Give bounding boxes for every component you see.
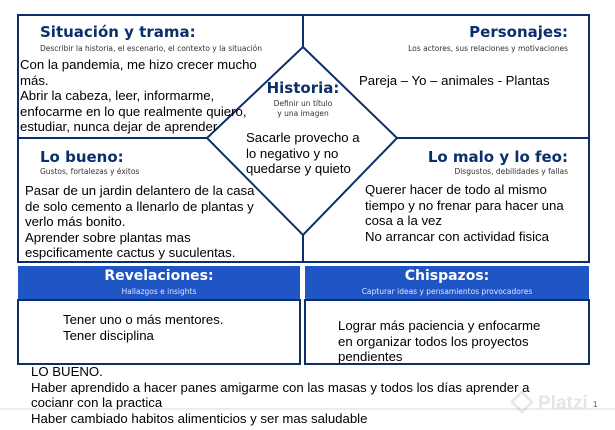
personajes-subtitle: Los actores, sus relaciones y motivaciones [408, 44, 568, 53]
malo-subtitle: Disgustos, debilidades y fallas [454, 167, 568, 176]
historia-text: Sacarle provecho a lo negativo y no quedarse y quieto [246, 130, 360, 176]
page-number: 1 [593, 400, 598, 409]
personajes-title: Personajes: [469, 23, 568, 41]
historia-subtitle-1: Definir un título [273, 99, 333, 108]
bueno-subtitle: Gustos, fortalezas y éxitos [40, 167, 140, 176]
chispazos-text: Lograr más paciencia y enfocarme en organizar todos los proyectos pendientes [338, 318, 541, 364]
malo-text: Querer hacer de todo al mismo tiempo y no frenar para hacer una cosa a la vez No arrancar con actividad fisica [365, 182, 564, 244]
revelaciones-title: Revelaciones: [104, 268, 214, 284]
historia-subtitle-2: y una imagen [277, 109, 329, 118]
revelaciones-subtitle: Hallazgos e insights [121, 287, 197, 296]
platzi-watermark: Platzi [538, 393, 588, 414]
personajes-text: Pareja – Yo – animales - Plantas [359, 73, 550, 88]
bueno-text: Pasar de un jardin delantero de la casa de solo cemento a llenarlo de plantas y verlo más bonito. Aprender sobre plantas mas espcificamente cactus y suculentas. [25, 183, 255, 260]
chispazos-subtitle: Capturar ideas y pensamientos provocadores [361, 287, 533, 296]
situacion-text: Con la pandemia, me hizo crecer mucho más. Abrir la cabeza, leer, informarme, enfocarme en lo que realmente quiero, estudiar, nunca dejar de aprender [20, 57, 257, 134]
malo-title: Lo malo y lo feo: [427, 148, 568, 166]
historia-title: Historia: [266, 79, 340, 97]
situacion-title: Situación y trama: [40, 23, 196, 41]
footer-text: LO BUENO. Haber aprendido a hacer panes amigarme con las masas y todos los días aprender a cocianr con la practica Haber cambiado habitos alimenticios y ser mas saludable [31, 364, 530, 426]
chispazos-title: Chispazos: [404, 268, 490, 284]
bueno-title: Lo bueno: [40, 148, 124, 166]
situacion-subtitle: Describir la historia, el escenario, el contexto y la situación [40, 44, 263, 53]
revelaciones-text: Tener uno o más mentores. Tener disciplina [63, 312, 224, 343]
